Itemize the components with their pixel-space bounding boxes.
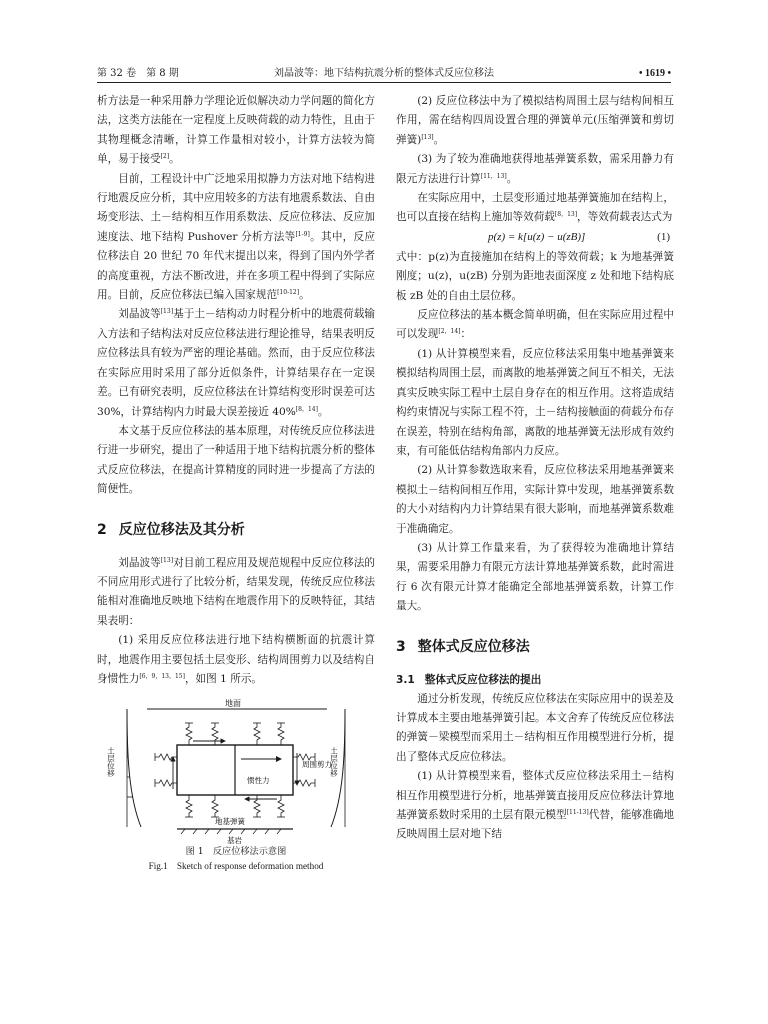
top-springs xyxy=(185,723,285,745)
inertia-label: 惯性力 xyxy=(247,776,270,786)
shear-label: 周围剪力 xyxy=(302,760,332,770)
paragraph: (2) 从计算参数选取来看，反应位移法采用地基弹簧来模拟土－结构间相互作用，实际计算中发现，地基弹簧系数的大小对结构内力计算结果有很大影响，而地基弹簧系数难于准确确定。 xyxy=(396,464,674,535)
citation: [13] xyxy=(160,308,174,316)
subsection-heading-3-1: 3.1 整体式反应位移法的提出 xyxy=(396,673,542,686)
paragraph: 反应位移法的基本概念简单明确，但在实际应用过程中可以发现[2，14]： xyxy=(396,309,674,341)
spring-label: 地基弹簧 xyxy=(215,817,245,827)
citation: [2] xyxy=(160,153,170,161)
paragraph: (3) 为了较为准确地获得地基弹簧系数，需采用静力有限元方法进行计算[11，13]。 xyxy=(396,153,674,185)
response-deformation-diagram xyxy=(97,697,375,845)
section-heading-3: 3 整体式反应位移法 xyxy=(396,638,530,655)
citation: [6，9，13，15] xyxy=(139,672,185,680)
left-soil-disp-label: 土层位移 xyxy=(106,747,116,778)
paragraph: 目前，工程设计中广泛地采用拟静力方法对地下结构进行地震反应分析，其中应用较多的方法有地震系数法、自由场变形法、土－结构相互作用系数法、反应位移法、反应加速度法、地下结构 Pushover 分析方法等[1-9]。其中，反应位移法自 20 世纪 70 年代末提出以来，得到了国内外学者的高度重视，方法不断改进，并在多项工程中得到了实际应用。目前，反应位移法已编入国家规范[10-12]。 xyxy=(97,172,376,302)
citation: [8，14] xyxy=(295,405,318,413)
paragraph: 本文基于反应位移法的基本原理，对传统反应位移法进行进一步研究，提出了一种适用于地下结构抗震分析的整体式反应位移法，在提高计算精度的同时进一步提高了方法的简便性。 xyxy=(97,424,375,496)
figure-1 xyxy=(97,697,375,873)
bottom-springs xyxy=(185,795,285,817)
paragraph: 析方法是一种采用静力学理论近似解决动力学问题的简化方法，这类方法能在一定程度上反映荷载的动力特性，且由于其物理概念清晰，计算工作量相对较小，计算方法较为简单，易于接受[2]。 xyxy=(97,95,375,166)
figure-caption-en: Fig.1 Sketch of response deformation method xyxy=(148,861,324,872)
paragraph: 通过分析发现，传统反应位移法在实际应用中的误差及计算成本主要由地基弹簧引起。本文舍弃了传统反应位移法的弹簧－梁模型而采用土－结构相互作用模型进行分析，提出了整体式反应位移法。 xyxy=(396,692,674,763)
left-column xyxy=(97,92,375,873)
paragraph: 式中：p(z)为直接施加在结构上的等效荷载；k 为地基弹簧刚度；u(z)，u(zB) 分别为距地表面深度 z 处和地下结构底板 zB 处的自由土层位移。 xyxy=(396,250,674,302)
citation: [13] xyxy=(160,556,174,564)
bedrock-hatch xyxy=(181,829,281,834)
right-soil-disp-label: 土层位移 xyxy=(329,747,339,778)
header-title: 刘晶波等：地下结构抗震分析的整体式反应位移法 xyxy=(274,68,494,79)
right-column xyxy=(396,92,674,845)
running-header xyxy=(97,66,671,83)
paragraph: (1) 从计算模型来看，整体式反应位移法采用土－结构相互作用模型进行分析，地基弹簧直接用反应位移法计算地基弹簧系数时采用的土层有限元模型[11-13]代替，能够准确地反映周围土层对地下结 xyxy=(396,770,675,841)
paragraph: 刘晶波等[13]对目前工程应用及规范规程中反应位移法的不同应用形式进行了比较分析，结果发现，传统反应位移法能相对准确地反映地下结构在地震作用下的反映特征，其结果表明： xyxy=(97,556,376,627)
citation: [1-9] xyxy=(295,230,310,238)
header-volume: 第 32 卷 第 8 期 xyxy=(97,68,179,79)
citation: [11，13] xyxy=(480,172,507,180)
citation: [10-12] xyxy=(277,289,300,297)
equation-number: (1) xyxy=(657,231,670,244)
paragraph: 刘晶波等[13]基于土－结构动力时程分析中的地震荷载输入方法和子结构法对反应位移法进行理论推导，结果表明反应位移法具有较为严密的理论基础。然而，由于反应位移法在实际应用时采用了部分近似条件，计算结果存在一定误差。已有研究表明，反应位移法在计算结构变形时误差可达 30%，计算结构内力时最大误差接近 40%[8，14]。 xyxy=(97,308,376,418)
paragraph: 在实际应用中，土层变形通过地基弹簧施加在结构上，也可以直接在结构上施加等效荷载[8，13]，等效荷载表达式为 xyxy=(396,192,674,224)
ground-label: 地面 xyxy=(225,699,241,709)
citation: [13] xyxy=(421,133,434,141)
figure-caption-cn: 图 1 反应位移法示意图 xyxy=(185,846,287,858)
paragraph: (1) 从计算模型来看，反应位移法采用集中地基弹簧来模拟结构周围土层，而离散的地基弹簧之间互不相关，无法真实反映实际工程中土层自身存在的相互作用。这将造成结构约束情况与实际工程不符，土－结构接触面的荷载分布存在误差，特别在结构角部，离散的地基弹簧无法形成有效约束，有可能低估结构角部内力反应。 xyxy=(396,347,674,457)
bedrock-label: 基岩 xyxy=(227,836,242,846)
section-heading-2: 2 反应位移法及其分析 xyxy=(97,521,245,538)
citation: [8，13] xyxy=(554,211,578,219)
left-displacement-curve xyxy=(127,709,141,827)
citation: [2，14] xyxy=(438,328,461,336)
paragraph: (3) 从计算工作量来看，为了获得较为准确地计算结果，需要采用静力有限元方法计算地基弹簧系数，此时需进行 6 次有限元计算才能确定全部地基弹簧系数，计算工作量大。 xyxy=(396,541,674,613)
equation-1 xyxy=(396,228,674,248)
paragraph: (1) 采用反应位移法进行地下结构横断面的抗震计算时，地震作用主要包括土层变形、结构周围剪力以及结构自身惯性力[6，9，13，15]，如图 1 所示。 xyxy=(97,634,375,685)
header-page-number: • 1619 • xyxy=(638,68,671,79)
equation-body: p(z) = k[u(z) − u(zB)] xyxy=(488,231,586,244)
paragraph: (2) 反应位移法中为了模拟结构周围土层与结构间相互作用，需在结构四周设置合理的弹簧单元(压缩弹簧和剪切弹簧)[13]。 xyxy=(396,95,674,146)
citation: [11-13] xyxy=(566,809,589,816)
